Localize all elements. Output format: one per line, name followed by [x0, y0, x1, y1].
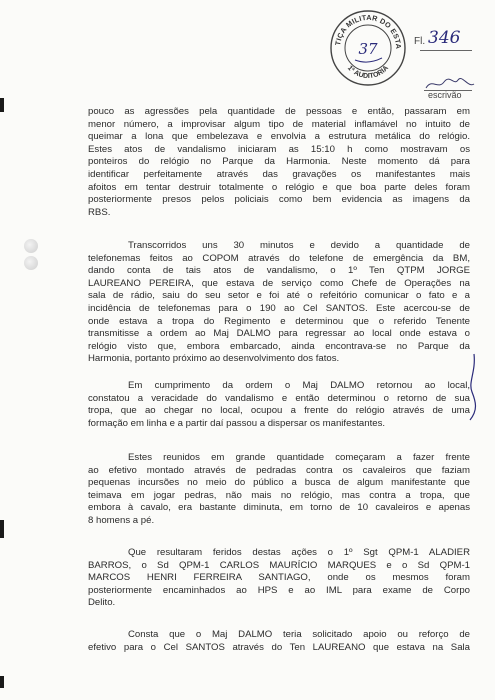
paragraph-1	[88, 106, 470, 219]
folio-label: Fl.	[414, 36, 426, 47]
folio-underline	[420, 50, 472, 51]
text-line: onde estava a tropa do Regimento e determinou que o referido Tenente	[88, 315, 470, 327]
text-line: afoitos em tentar destruir totalmente o relógio e que boa parte deles foram	[88, 181, 470, 193]
margin-mark-bottom	[0, 676, 4, 688]
pen-margin-mark	[460, 352, 482, 422]
court-stamp-graphic	[328, 8, 408, 88]
paragraph-5	[88, 547, 470, 610]
text-line: incidência de telefonemas para o 190 ao Cel SANTOS. Este acercou-se de	[88, 302, 470, 314]
text-line: pequenas incursões no meio do público a busca de algum manifestante que	[88, 477, 470, 489]
stamp-ring-text-bottom: 1ª AUDITORIA	[345, 64, 391, 81]
text-line: sala de rádio, saiu do seu setor e foi até o refeitório comunicar o fato e a	[88, 290, 470, 302]
folio-number: 346	[428, 28, 461, 48]
text-line: formação em linha e a partir daí passou a dispersar os manifestantes.	[88, 417, 386, 429]
text-line: RBS.	[88, 206, 111, 218]
text-line: constatou a veracidade do vandalismo e então determinou o retorno de sua	[88, 392, 470, 404]
text-line: Delito.	[88, 597, 116, 609]
text-line: pouco as agressões pela quantidade de pessoas e então, passaram em	[88, 106, 470, 117]
text-line: transmitisse a ordem ao Maj DALMO para regressar ao local onde estava o	[88, 328, 470, 340]
punch-hole-bottom	[24, 256, 38, 270]
text-line: teimava em jogar pedras, não mais no relógio, mas contra a tropa, que	[88, 489, 470, 501]
text-line: Estes reunidos em grande quantidade começaram a fazer frente	[128, 452, 470, 463]
text-line: Que resultaram feridos destas ações o 1º Sgt QPM-1 ALADIER	[128, 547, 470, 558]
stamp-ring-text-top: TIÇA MILITAR DO ESTA	[333, 12, 404, 50]
paragraph-6	[88, 629, 470, 654]
text-line: Em cumprimento da ordem o Maj DALMO retornou ao local,	[128, 380, 470, 391]
text-line: telefonemas feitos ao COPOM através do telefone de emergência da BM,	[88, 252, 470, 264]
paragraph-4	[88, 452, 470, 528]
text-line: Estes atos de vandalismo iniciaram as 15:10 h como mostravam os	[88, 143, 470, 155]
text-line: BARROS, o Sd QPM-1 CARLOS MAURÍCIO MARQUES e o Sd QPM-1	[88, 559, 470, 571]
punch-hole-top	[24, 239, 38, 253]
text-line: MARCOS HENRI FERREIRA SANTIAGO, onde os mesmos foram	[88, 572, 470, 584]
text-line: menor número, a improvisar algum tipo de material inflamável no intuito de	[88, 118, 470, 130]
text-line: ao efetivo montado através de pedradas contra os cavaleiros que faziam	[88, 464, 470, 476]
margin-mark-top	[0, 98, 4, 112]
text-line: Consta que o Maj DALMO teria solicitado apoio ou reforço de	[128, 629, 470, 640]
text-line: 8 homens a pé.	[88, 514, 155, 526]
text-line: LAUREANO PEREIRA, que estava de serviço como Chefe de Operações na	[88, 277, 470, 289]
text-line: tropa, que ao chegar no local, ocupou a frente do relógio através de uma	[88, 405, 470, 417]
text-line: efetivo para o Cel SANTOS através do Ten LAUREANO que estava na Sala	[88, 641, 470, 653]
text-line: posteriormente presos pelos policiais como bem evidencia as imagens da	[88, 194, 470, 206]
text-line: ponteiros do relógio no Parque da Harmonia. Neste momento dá para	[88, 156, 470, 168]
text-line: dando conta de tais atos de vandalismo, o 1º Ten QTPM JORGE	[88, 265, 470, 277]
text-line: identificar perfeitamente através das gravações os manifestantes mais	[88, 168, 470, 180]
text-line: queimar a lona que embelezava e envolvia a estrutura metálica do relógio.	[88, 131, 470, 143]
paragraph-3	[88, 380, 470, 430]
text-line: embora à cavalo, era bastante diminuta, em torno de 10 cavaleiros e apenas	[88, 502, 470, 514]
text-line: relógio visto que, embora embarcado, ainda encontrava-se no Parque da	[88, 340, 470, 352]
margin-mark-middle	[0, 520, 4, 538]
text-line: Transcorridos uns 30 minutos e devido a quantidade de	[128, 240, 470, 251]
text-line: posteriormente encaminhados ao HPS e ao IML para exame de Corpo	[88, 584, 470, 596]
svg-text:1ª AUDITORIA	[346, 65, 390, 81]
text-line: Harmonia, portanto próximo ao desenvolvimento dos fatos.	[88, 353, 340, 365]
court-stamp	[328, 8, 408, 88]
paragraph-2	[88, 240, 470, 366]
stamp-number: 37	[358, 40, 378, 58]
escrivao-label: escrivão	[428, 90, 462, 100]
